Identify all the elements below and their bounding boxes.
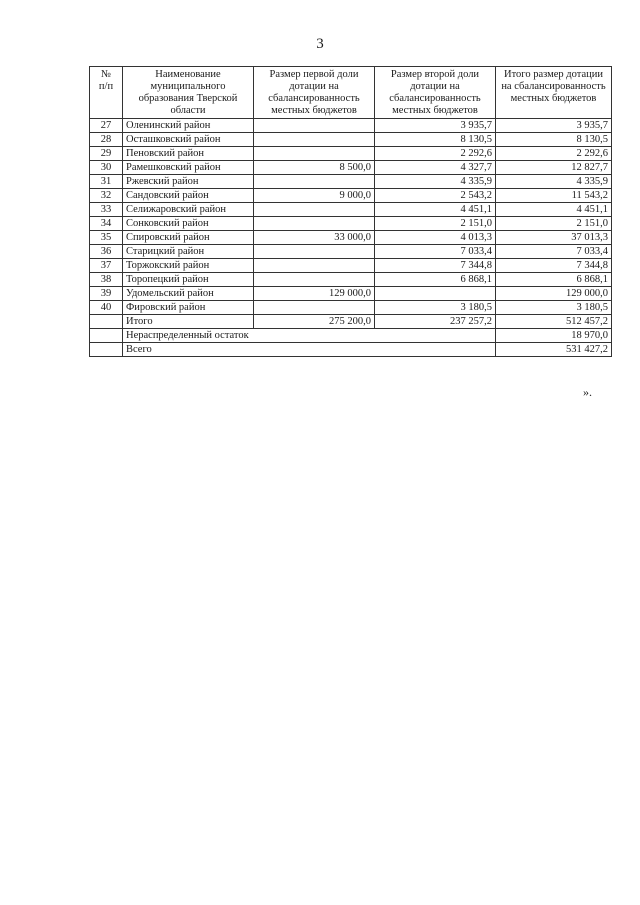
row-municipality: Удомельский район bbox=[123, 287, 254, 301]
row-total: 2 292,6 bbox=[496, 147, 612, 161]
row-municipality: Сандовский район bbox=[123, 189, 254, 203]
row-second-share: 2 543,2 bbox=[375, 189, 496, 203]
row-number: 32 bbox=[90, 189, 123, 203]
row-second-share: 8 130,5 bbox=[375, 133, 496, 147]
remainder-label: Нераспределенный остаток bbox=[123, 329, 496, 343]
row-total: 11 543,2 bbox=[496, 189, 612, 203]
row-second-share: 4 013,3 bbox=[375, 231, 496, 245]
row-second-share: 4 335,9 bbox=[375, 175, 496, 189]
row-first-share: 129 000,0 bbox=[254, 287, 375, 301]
page-number: 3 bbox=[316, 36, 324, 52]
row-number: 31 bbox=[90, 175, 123, 189]
row-number: 37 bbox=[90, 259, 123, 273]
row-municipality: Пеновский район bbox=[123, 147, 254, 161]
row-first-share: 33 000,0 bbox=[254, 231, 375, 245]
row-total: 3 935,7 bbox=[496, 119, 612, 133]
row-total: 12 827,7 bbox=[496, 161, 612, 175]
row-second-share bbox=[375, 287, 496, 301]
row-total: 2 151,0 bbox=[496, 217, 612, 231]
header-municipality: Наименование муниципального образования Тверской области bbox=[123, 67, 254, 119]
row-second-share: 6 868,1 bbox=[375, 273, 496, 287]
row-first-share: 8 500,0 bbox=[254, 161, 375, 175]
row-total: 7 033,4 bbox=[496, 245, 612, 259]
vsego-label: Всего bbox=[123, 343, 496, 357]
table-row bbox=[90, 189, 612, 203]
subsidy-table bbox=[89, 66, 612, 357]
row-number: 36 bbox=[90, 245, 123, 259]
row-number: 30 bbox=[90, 161, 123, 175]
table-row bbox=[90, 119, 612, 133]
header-total: Итого размер дотации на сбалансированность местных бюджетов bbox=[496, 67, 612, 119]
table-row bbox=[90, 175, 612, 189]
itogo-total: 512 457,2 bbox=[496, 315, 612, 329]
row-municipality: Ржевский район bbox=[123, 175, 254, 189]
row-number: 39 bbox=[90, 287, 123, 301]
row-municipality: Старицкий район bbox=[123, 245, 254, 259]
table-row bbox=[90, 273, 612, 287]
table-header-row bbox=[90, 67, 612, 119]
table-row bbox=[90, 217, 612, 231]
vsego-total: 531 427,2 bbox=[496, 343, 612, 357]
remainder-row bbox=[90, 329, 612, 343]
row-first-share bbox=[254, 301, 375, 315]
row-first-share bbox=[254, 119, 375, 133]
table-row bbox=[90, 203, 612, 217]
row-first-share bbox=[254, 273, 375, 287]
row-municipality: Селижаровский район bbox=[123, 203, 254, 217]
table-body bbox=[90, 119, 612, 315]
row-second-share: 7 344,8 bbox=[375, 259, 496, 273]
row-second-share: 4 451,1 bbox=[375, 203, 496, 217]
itogo-label: Итого bbox=[123, 315, 254, 329]
row-number: 27 bbox=[90, 119, 123, 133]
row-total: 8 130,5 bbox=[496, 133, 612, 147]
row-first-share bbox=[254, 133, 375, 147]
row-total: 37 013,3 bbox=[496, 231, 612, 245]
table-row bbox=[90, 301, 612, 315]
row-second-share: 4 327,7 bbox=[375, 161, 496, 175]
row-second-share: 2 292,6 bbox=[375, 147, 496, 161]
itogo-row bbox=[90, 315, 612, 329]
row-second-share: 3 180,5 bbox=[375, 301, 496, 315]
row-municipality: Оленинский район bbox=[123, 119, 254, 133]
row-number: 35 bbox=[90, 231, 123, 245]
header-second-share: Размер второй доли дотации на сбалансированность местных бюджетов bbox=[375, 67, 496, 119]
row-second-share: 3 935,7 bbox=[375, 119, 496, 133]
header-first-share: Размер первой доли дотации на сбалансированность местных бюджетов bbox=[254, 67, 375, 119]
row-first-share bbox=[254, 147, 375, 161]
row-total: 129 000,0 bbox=[496, 287, 612, 301]
row-second-share: 2 151,0 bbox=[375, 217, 496, 231]
table-row bbox=[90, 161, 612, 175]
table-row bbox=[90, 133, 612, 147]
row-total: 7 344,8 bbox=[496, 259, 612, 273]
row-first-share bbox=[254, 175, 375, 189]
row-municipality: Торопецкий район bbox=[123, 273, 254, 287]
row-first-share: 9 000,0 bbox=[254, 189, 375, 203]
row-municipality: Фировский район bbox=[123, 301, 254, 315]
row-first-share bbox=[254, 217, 375, 231]
itogo-first: 275 200,0 bbox=[254, 315, 375, 329]
closing-quote: ». bbox=[583, 385, 592, 399]
row-number: 38 bbox=[90, 273, 123, 287]
row-first-share bbox=[254, 259, 375, 273]
row-first-share bbox=[254, 203, 375, 217]
row-number: 29 bbox=[90, 147, 123, 161]
row-number: 33 bbox=[90, 203, 123, 217]
row-second-share: 7 033,4 bbox=[375, 245, 496, 259]
row-municipality: Рамешковский район bbox=[123, 161, 254, 175]
table-row bbox=[90, 287, 612, 301]
row-number: 28 bbox=[90, 133, 123, 147]
remainder-number-cell bbox=[90, 329, 123, 343]
itogo-second: 237 257,2 bbox=[375, 315, 496, 329]
row-number: 40 bbox=[90, 301, 123, 315]
row-number: 34 bbox=[90, 217, 123, 231]
vsego-row bbox=[90, 343, 612, 357]
row-municipality: Осташковский район bbox=[123, 133, 254, 147]
vsego-number-cell bbox=[90, 343, 123, 357]
table-row bbox=[90, 259, 612, 273]
itogo-number-cell bbox=[90, 315, 123, 329]
row-municipality: Спировский район bbox=[123, 231, 254, 245]
row-municipality: Сонковский район bbox=[123, 217, 254, 231]
row-total: 6 868,1 bbox=[496, 273, 612, 287]
row-total: 4 335,9 bbox=[496, 175, 612, 189]
table-row bbox=[90, 245, 612, 259]
row-municipality: Торжокский район bbox=[123, 259, 254, 273]
header-number: № п/п bbox=[90, 67, 123, 119]
table-row bbox=[90, 147, 612, 161]
row-total: 4 451,1 bbox=[496, 203, 612, 217]
row-first-share bbox=[254, 245, 375, 259]
row-total: 3 180,5 bbox=[496, 301, 612, 315]
remainder-total: 18 970,0 bbox=[496, 329, 612, 343]
table-row bbox=[90, 231, 612, 245]
